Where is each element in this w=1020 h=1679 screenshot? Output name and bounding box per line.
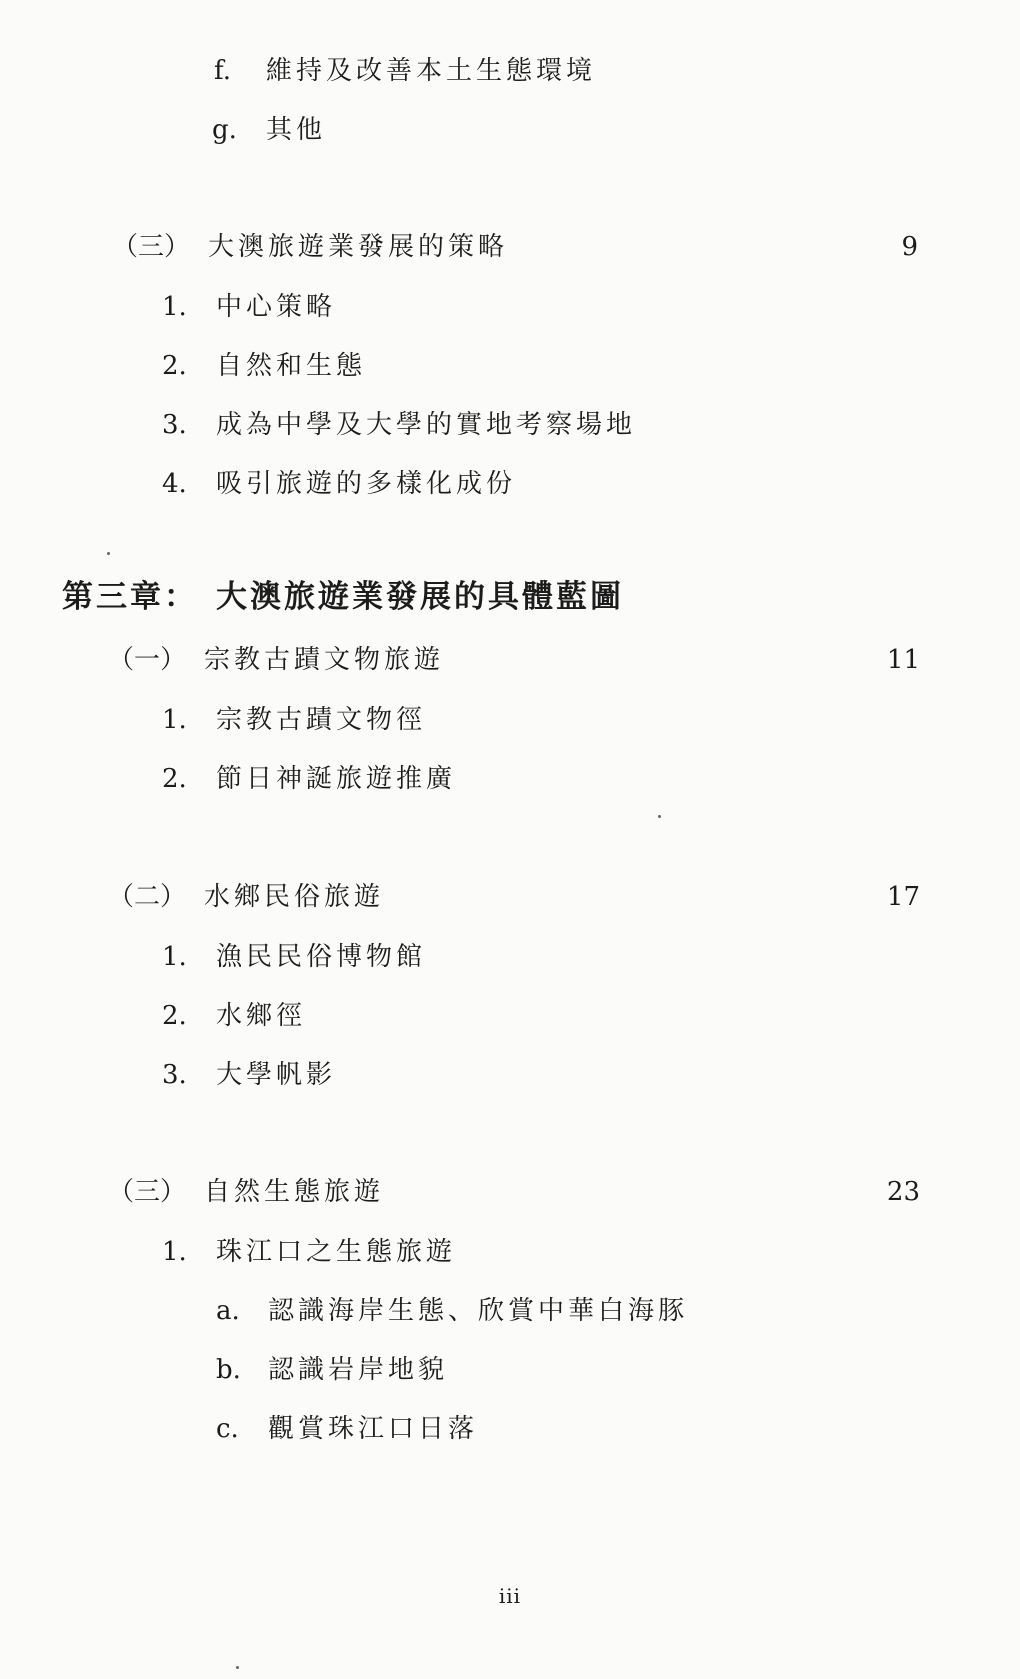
entry-marker: a. [216,1296,240,1326]
section-marker: （二） [108,882,187,912]
section-marker: （三） [112,232,191,262]
entry-text: 大學帆影 [216,1060,337,1090]
entry-marker: 2. [162,1001,187,1031]
scan-speck [658,815,661,818]
entry-marker: f. [214,56,231,86]
entry-marker: 1. [162,942,187,972]
scan-speck [107,552,110,555]
entry-marker: 1. [162,705,187,735]
entry-text: 漁民民俗博物館 [216,942,427,972]
entry-marker: 2. [162,764,187,794]
section-marker: （一） [108,645,187,675]
entry-text: 維持及改善本土生態環境 [266,56,597,86]
page-number: 23 [886,1177,920,1207]
entry-marker: c. [216,1414,239,1444]
entry-text: 節日神誕旅遊推廣 [216,764,457,794]
entry-text: 認識海岸生態、欣賞中華白海豚 [268,1296,689,1326]
entry-text: 其他 [266,115,327,145]
entry-text: 自然和生態 [216,351,367,381]
entry-text: 宗教古蹟文物徑 [216,705,427,735]
entry-text: 成為中學及大學的實地考察場地 [216,410,637,440]
entry-text: 認識岩岸地貌 [268,1355,449,1385]
section-title: 自然生態旅遊 [204,1177,385,1207]
entry-marker: 1. [162,292,187,322]
entry-marker: 2. [162,351,187,381]
entry-text: 觀賞珠江口日落 [268,1414,479,1444]
page-number: 9 [901,232,918,262]
entry-text: 中心策略 [216,292,337,322]
entry-text: 吸引旅遊的多樣化成份 [216,469,517,499]
page-number: 11 [886,645,920,675]
entry-marker: b. [216,1355,241,1385]
scan-speck [236,1666,239,1669]
entry-marker: 3. [162,1060,187,1090]
entry-marker: 4. [162,469,187,499]
entry-marker: g. [212,115,237,145]
entry-marker: 1. [162,1237,187,1267]
chapter-label: 第三章： [62,579,198,615]
footer-page-number: iii [498,1584,522,1608]
section-marker: （三） [108,1177,187,1207]
section-title: 水鄉民俗旅遊 [204,882,385,912]
chapter-title: 大澳旅遊業發展的具體藍圖 [216,579,624,615]
page-number: 17 [886,882,920,912]
section-title: 大澳旅遊業發展的策略 [208,232,509,262]
entry-text: 珠江口之生態旅遊 [216,1237,457,1267]
section-title: 宗教古蹟文物旅遊 [204,645,445,675]
entry-text: 水鄉徑 [216,1001,307,1031]
entry-marker: 3. [162,410,187,440]
